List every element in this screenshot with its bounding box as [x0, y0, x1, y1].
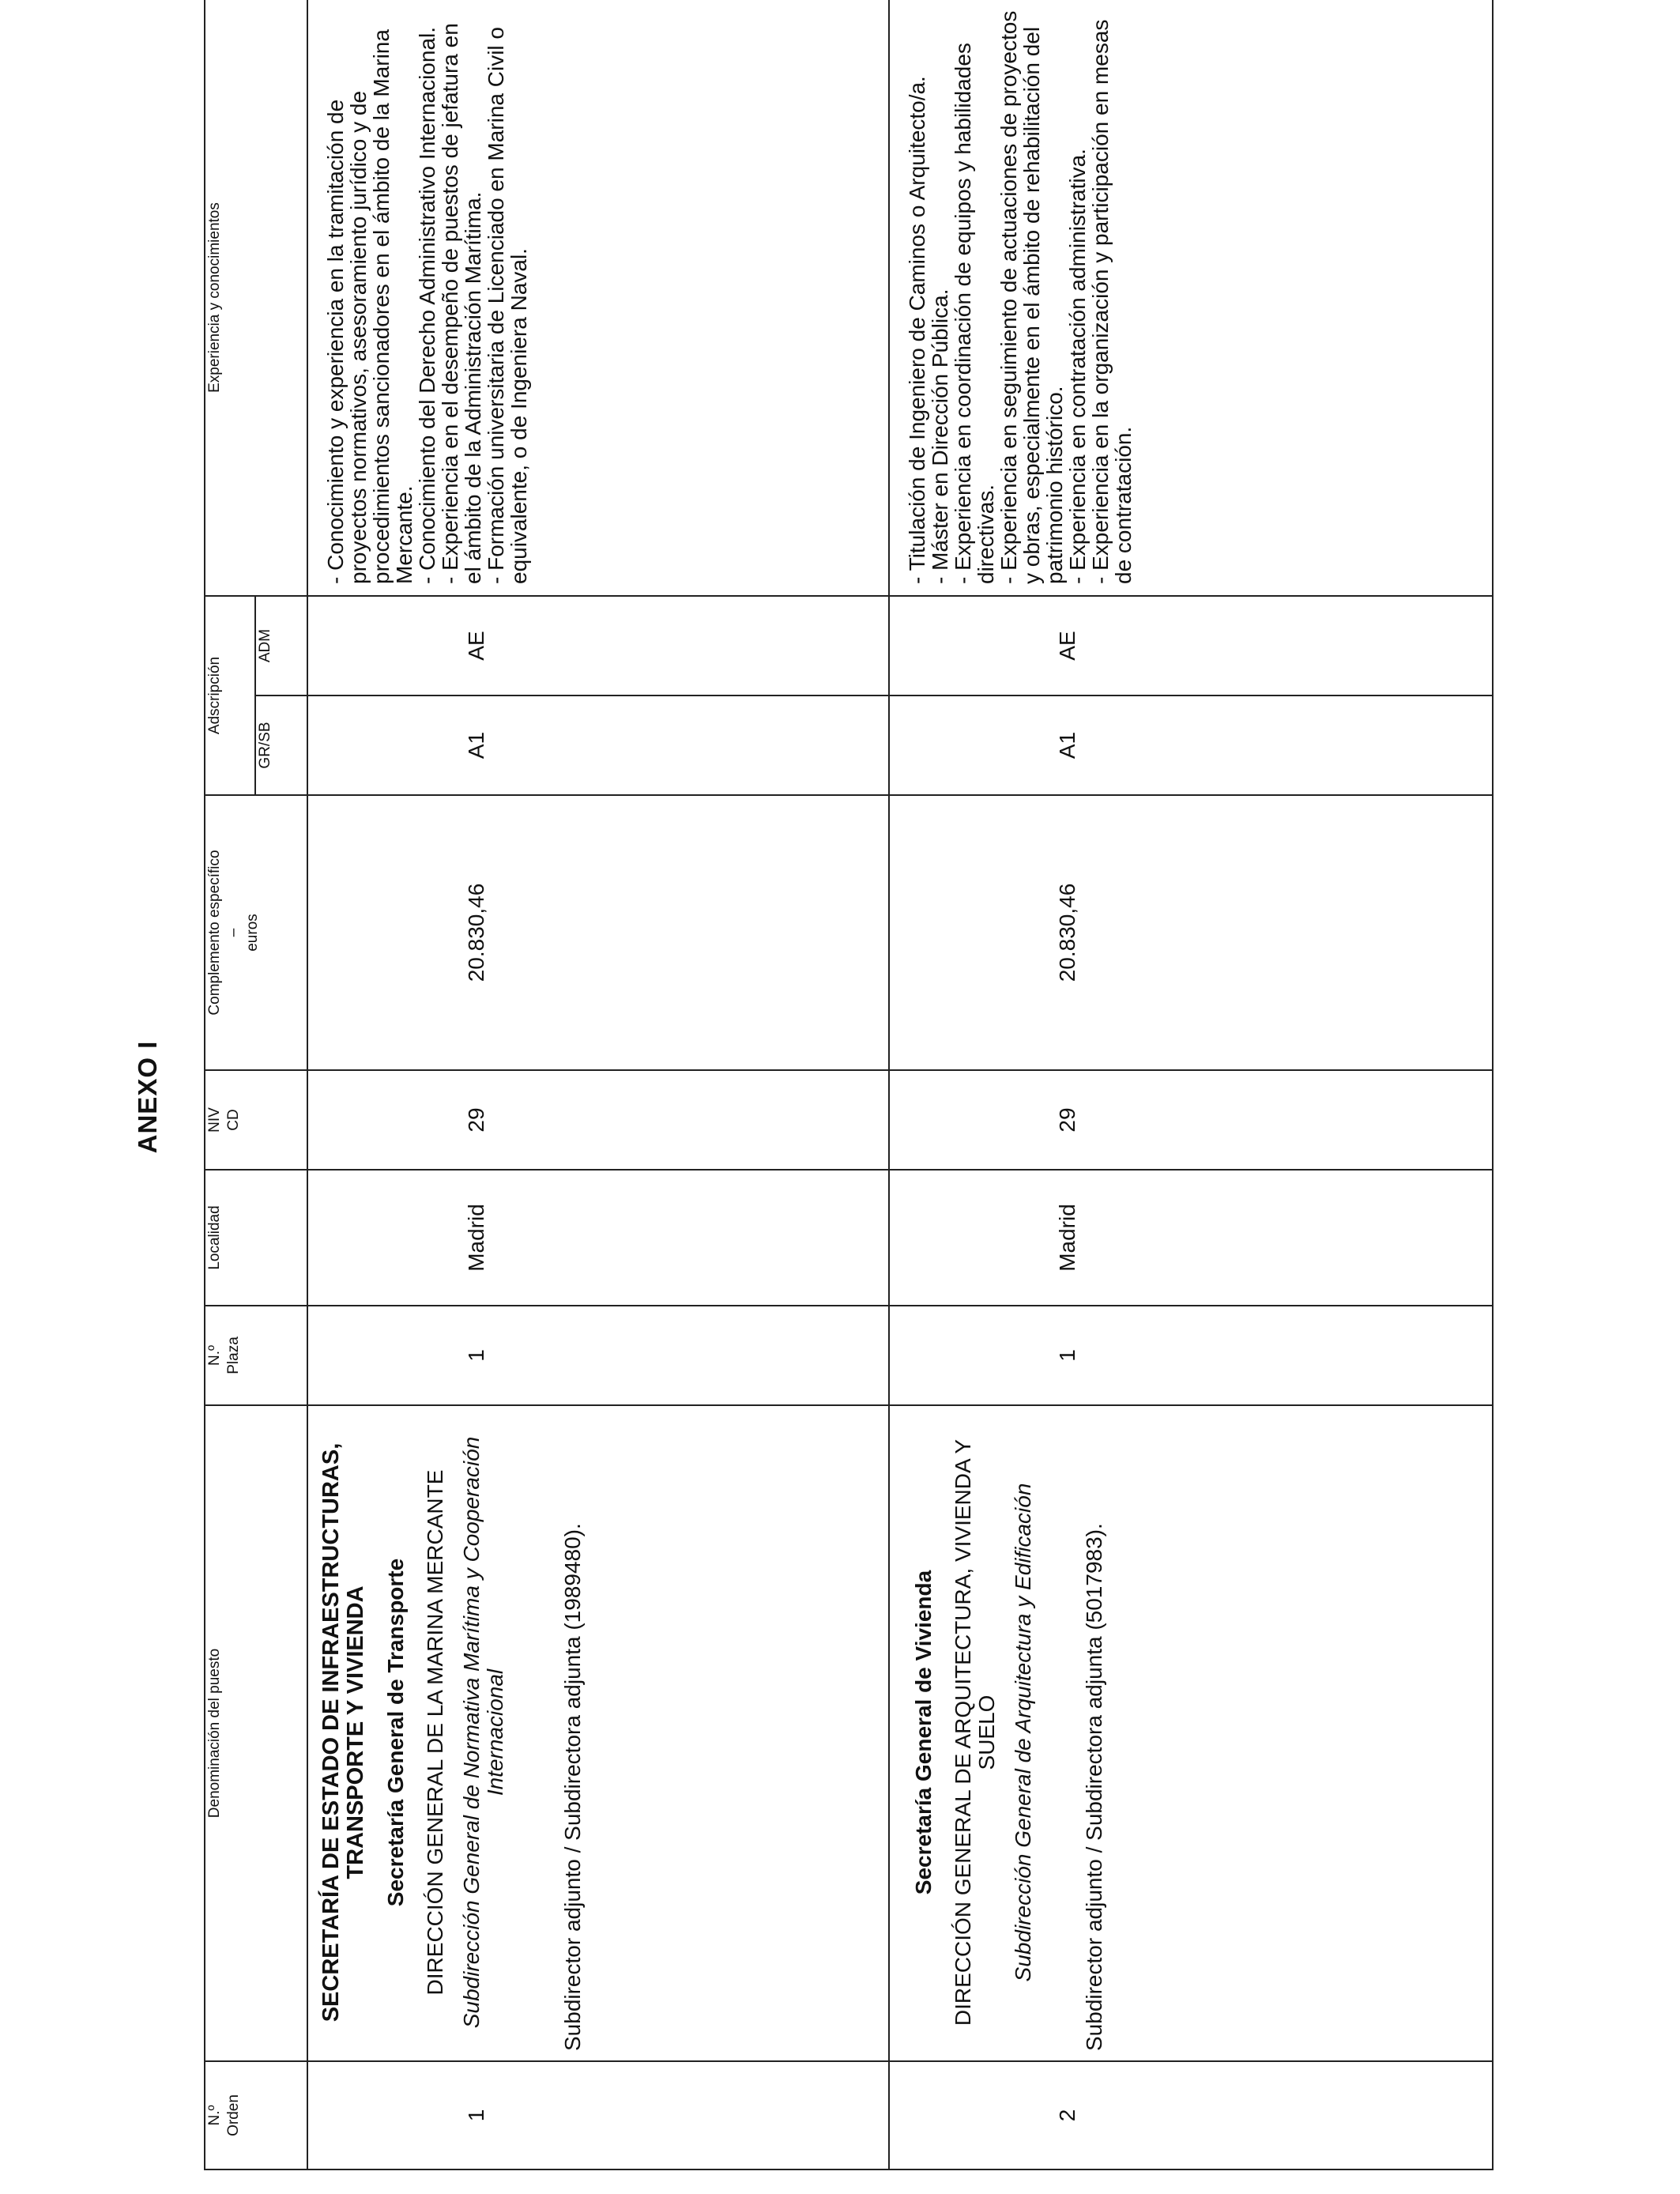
header-row: [205, 0, 255, 2169]
localidad-value: Madrid: [1055, 1204, 1079, 1272]
adm-value: AE: [1055, 631, 1079, 661]
plaza-value: 1: [464, 1349, 488, 1362]
directorate-heading: DIRECCIÓN GENERAL DE LA MARINA MERCANTE: [423, 1469, 447, 1996]
header-localidad: Localidad: [205, 1170, 307, 1306]
header-plaza: N.º Plaza: [205, 1306, 307, 1405]
table-row: [889, 0, 1493, 2169]
grsb-value: A1: [464, 731, 488, 760]
orden-value: 2: [1055, 2109, 1079, 2122]
subdirectorate-heading: Subdirección General de Arquitectura y Edificación: [1011, 1483, 1035, 1982]
list-item: - Experiencia en coordinación de equipos y habilidades directivas.: [951, 9, 997, 584]
niv-value: 29: [464, 1107, 488, 1133]
list-item: - Experiencia en contratación administrativa.: [1066, 9, 1089, 584]
state-secretariat-heading: SECRETARÍA DE ESTADO DE INFRAESTRUCTURAS, TRANSPORTE Y VIVIENDA: [318, 1442, 368, 2022]
position-title: Subdirector adjunto / Subdirectora adjunta (5017983).: [1082, 1523, 1106, 2051]
table-row: [307, 0, 889, 2169]
localidad-value: Madrid: [464, 1204, 488, 1272]
list-item: - Titulación de Ingeniero de Caminos o Arquitecto/a.: [906, 9, 929, 584]
positions-table: [204, 0, 1494, 2170]
experiencia-cell: [307, 0, 889, 596]
list-item: - Máster en Dirección Pública.: [929, 9, 951, 584]
header-complemento: Complemento específico – euros: [205, 795, 307, 1070]
general-secretariat-heading: Secretaría General de Vivienda: [911, 1570, 936, 1895]
annex-title: ANEXO I: [133, 1040, 162, 1154]
list-item: - Conocimiento y experiencia en la tramitación de proyectos normativos, asesoramiento jurídico y de procedimientos sancionadores en el ámbito de la Marina Mercante.: [324, 9, 416, 584]
complemento-value: 20.830,46: [464, 883, 488, 982]
header-grsb: GR/SB: [255, 696, 307, 795]
header-orden: N.º Orden: [205, 2061, 307, 2169]
header-adm: ADM: [255, 596, 307, 696]
position-title: Subdirector adjunto / Subdirectora adjunta (1989480).: [560, 1523, 585, 2051]
adm-value: AE: [464, 631, 488, 661]
list-item: - Conocimiento del Derecho Administrativo Internacional.: [416, 9, 439, 584]
header-adscripcion: Adscripción: [205, 596, 255, 795]
list-item: - Formación universitaria de Licenciado en Marina Civil o equivalente, o de Ingeniera Naval.: [484, 9, 530, 584]
grsb-value: A1: [1055, 731, 1079, 760]
denominacion-cell: [889, 1405, 1493, 2061]
niv-value: 29: [1055, 1107, 1079, 1133]
general-secretariat-heading: Secretaría General de Transporte: [383, 1558, 408, 1907]
list-item: - Experiencia en seguimiento de actuaciones de proyectos y obras, especialmente en el ámbito de rehabilitación del patrimonio histórico.: [997, 9, 1066, 584]
subdirectorate-heading: Subdirección General de Normativa Marítima y Cooperación Internacional: [459, 1436, 507, 2029]
header-niv: NIV CD: [205, 1070, 307, 1170]
header-denominacion: Denominación del puesto: [205, 1405, 307, 2061]
list-item: - Experiencia en el desempeño de puestos de jefatura en el ámbito de la Administración Marítima.: [439, 9, 484, 584]
complemento-value: 20.830,46: [1055, 883, 1079, 982]
header-experiencia: Experiencia y conocimientos: [205, 0, 307, 596]
orden-value: 1: [464, 2109, 488, 2122]
plaza-value: 1: [1055, 1349, 1079, 1362]
directorate-heading: DIRECCIÓN GENERAL DE ARQUITECTURA, VIVIENDA Y SUELO: [951, 1438, 999, 2026]
list-item: - Experiencia en la organización y participación en mesas de contratación.: [1089, 9, 1135, 584]
denominacion-cell: [307, 1405, 889, 2061]
experiencia-cell: [889, 0, 1493, 596]
